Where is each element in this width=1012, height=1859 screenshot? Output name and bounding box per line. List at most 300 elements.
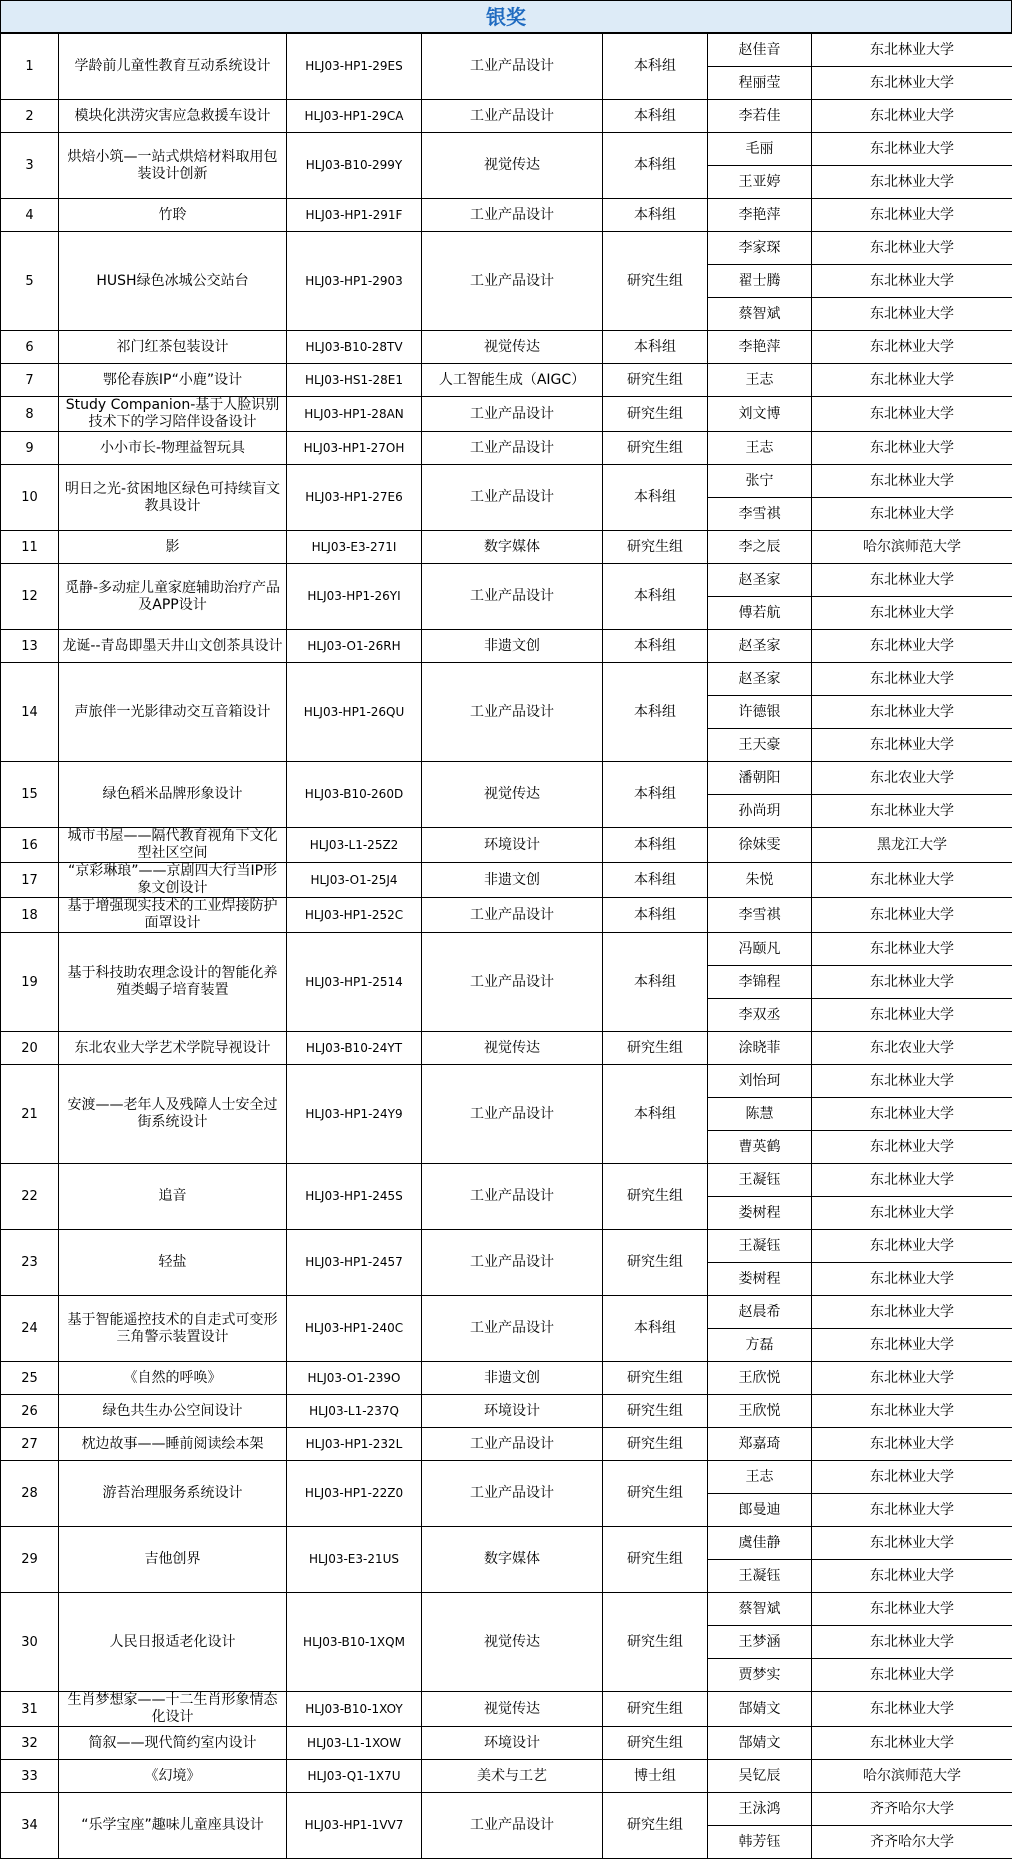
entry-group: 本科组 xyxy=(603,34,708,100)
table-row xyxy=(1,1362,1012,1395)
entry-group: 本科组 xyxy=(603,863,708,898)
member-school: 东北林业大学 xyxy=(812,364,1012,397)
entry-category: 工业产品设计 xyxy=(422,465,603,531)
entry-code: HLJ03-HP1-27E6 xyxy=(287,465,422,531)
entry-code: HLJ03-HP1-28AN xyxy=(287,397,422,432)
entry-number: 31 xyxy=(1,1692,59,1727)
entry-category: 工业产品设计 xyxy=(422,1065,603,1164)
entry-code: HLJ03-O1-26RH xyxy=(287,630,422,663)
entry-number: 15 xyxy=(1,762,59,828)
member-school: 东北林业大学 xyxy=(812,1296,1012,1329)
entry-category: 工业产品设计 xyxy=(422,34,603,100)
member-name: 郎曼迪 xyxy=(708,1494,812,1527)
entry-number: 11 xyxy=(1,531,59,564)
entry-number: 8 xyxy=(1,397,59,432)
member-name: 郑嘉琦 xyxy=(708,1428,812,1461)
member-school: 东北林业大学 xyxy=(812,133,1012,166)
table-row xyxy=(1,465,1012,498)
entry-group: 研究生组 xyxy=(603,1461,708,1527)
entry-category: 非遗文创 xyxy=(422,1362,603,1395)
entry-title: Study Companion-基于人脸识别技术下的学习陪伴设备设计 xyxy=(59,397,287,432)
member-name: 孙尚玥 xyxy=(708,795,812,828)
member-name: 毛丽 xyxy=(708,133,812,166)
member-name: 李雪祺 xyxy=(708,898,812,933)
entry-code: HLJ03-HP1-291F xyxy=(287,199,422,232)
member-name: 朱悦 xyxy=(708,863,812,898)
entry-number: 14 xyxy=(1,663,59,762)
table-row xyxy=(1,199,1012,232)
member-school: 东北林业大学 xyxy=(812,199,1012,232)
member-name: 傅若航 xyxy=(708,597,812,630)
entry-code: HLJ03-L1-1XOW xyxy=(287,1727,422,1760)
member-name: 王亚婷 xyxy=(708,166,812,199)
member-name: 刘怡珂 xyxy=(708,1065,812,1098)
entry-category: 工业产品设计 xyxy=(422,232,603,331)
table-row xyxy=(1,663,1012,696)
entry-category: 工业产品设计 xyxy=(422,1296,603,1362)
member-school: 东北林业大学 xyxy=(812,397,1012,432)
table-row xyxy=(1,133,1012,166)
entry-number: 1 xyxy=(1,34,59,100)
member-name: 王志 xyxy=(708,1461,812,1494)
member-name: 赵佳音 xyxy=(708,34,812,67)
member-school: 东北林业大学 xyxy=(812,1230,1012,1263)
member-school: 东北农业大学 xyxy=(812,762,1012,795)
entry-title: 城市书屋——隔代教育视角下文化型社区空间 xyxy=(59,828,287,863)
member-school: 东北林业大学 xyxy=(812,1560,1012,1593)
entry-group: 本科组 xyxy=(603,898,708,933)
entry-group: 研究生组 xyxy=(603,1692,708,1727)
entry-category: 美术与工艺 xyxy=(422,1760,603,1793)
table-row xyxy=(1,331,1012,364)
table-row xyxy=(1,1760,1012,1793)
member-name: 韩芳钰 xyxy=(708,1826,812,1859)
member-school: 东北林业大学 xyxy=(812,331,1012,364)
member-name: 张宁 xyxy=(708,465,812,498)
entry-category: 数字媒体 xyxy=(422,531,603,564)
member-name: 王泳鸿 xyxy=(708,1793,812,1826)
table-row xyxy=(1,1527,1012,1560)
entry-title: 祁门红茶包装设计 xyxy=(59,331,287,364)
table-row xyxy=(1,1461,1012,1494)
member-school: 东北林业大学 xyxy=(812,1164,1012,1197)
entry-number: 29 xyxy=(1,1527,59,1593)
entry-number: 3 xyxy=(1,133,59,199)
entry-category: 环境设计 xyxy=(422,828,603,863)
table-row xyxy=(1,1793,1012,1826)
entry-category: 工业产品设计 xyxy=(422,898,603,933)
entry-number: 28 xyxy=(1,1461,59,1527)
entry-title: 基于增强现实技术的工业焊接防护面罩设计 xyxy=(59,898,287,933)
member-school: 东北林业大学 xyxy=(812,863,1012,898)
entry-code: HLJ03-HP1-245S xyxy=(287,1164,422,1230)
entry-number: 34 xyxy=(1,1793,59,1859)
member-name: 刘文博 xyxy=(708,397,812,432)
entry-number: 2 xyxy=(1,100,59,133)
entry-group: 本科组 xyxy=(603,331,708,364)
member-name: 李家琛 xyxy=(708,232,812,265)
member-name: 王欣悦 xyxy=(708,1395,812,1428)
member-school: 东北林业大学 xyxy=(812,100,1012,133)
entry-code: HLJ03-HP1-26YI xyxy=(287,564,422,630)
entry-category: 视觉传达 xyxy=(422,1032,603,1065)
table-row xyxy=(1,828,1012,863)
entry-title: 烘焙小筑—一站式烘焙材料取用包装设计创新 xyxy=(59,133,287,199)
table-row xyxy=(1,1593,1012,1626)
entry-title: “乐学宝座”趣味儿童座具设计 xyxy=(59,1793,287,1859)
table-row xyxy=(1,232,1012,265)
entry-title: 学龄前儿童性教育互动系统设计 xyxy=(59,34,287,100)
table-row xyxy=(1,1395,1012,1428)
entry-category: 工业产品设计 xyxy=(422,663,603,762)
entry-number: 30 xyxy=(1,1593,59,1692)
member-school: 东北林业大学 xyxy=(812,630,1012,663)
entry-code: HLJ03-B10-1XOY xyxy=(287,1692,422,1727)
entry-number: 12 xyxy=(1,564,59,630)
entry-number: 7 xyxy=(1,364,59,397)
entry-category: 视觉传达 xyxy=(422,133,603,199)
table-row xyxy=(1,1164,1012,1197)
entry-number: 5 xyxy=(1,232,59,331)
member-school: 东北林业大学 xyxy=(812,1494,1012,1527)
table-row xyxy=(1,432,1012,465)
member-name: 赵圣家 xyxy=(708,630,812,663)
entry-group: 研究生组 xyxy=(603,1230,708,1296)
entry-title: 明日之光-贫困地区绿色可持续盲文教具设计 xyxy=(59,465,287,531)
member-school: 东北林业大学 xyxy=(812,1692,1012,1727)
entry-title: 绿色共生办公空间设计 xyxy=(59,1395,287,1428)
member-name: 曹英鹤 xyxy=(708,1131,812,1164)
entry-title: 小小市长-物理益智玩具 xyxy=(59,432,287,465)
table-row xyxy=(1,531,1012,564)
member-name: 冯颐凡 xyxy=(708,933,812,966)
entry-code: HLJ03-E3-21US xyxy=(287,1527,422,1593)
entry-group: 研究生组 xyxy=(603,1527,708,1593)
member-school: 东北林业大学 xyxy=(812,966,1012,999)
member-school: 哈尔滨师范大学 xyxy=(812,1760,1012,1793)
member-school: 齐齐哈尔大学 xyxy=(812,1826,1012,1859)
member-school: 东北林业大学 xyxy=(812,1626,1012,1659)
entry-title: 《幻境》 xyxy=(59,1760,287,1793)
entry-code: HLJ03-B10-260D xyxy=(287,762,422,828)
member-school: 东北林业大学 xyxy=(812,1593,1012,1626)
table-row xyxy=(1,1296,1012,1329)
entry-code: HLJ03-HP1-1VV7 xyxy=(287,1793,422,1859)
member-school: 东北林业大学 xyxy=(812,1659,1012,1692)
member-school: 东北林业大学 xyxy=(812,933,1012,966)
member-name: 赵圣家 xyxy=(708,663,812,696)
entry-group: 研究生组 xyxy=(603,1428,708,1461)
entry-code: HLJ03-HP1-29CA xyxy=(287,100,422,133)
entry-number: 23 xyxy=(1,1230,59,1296)
member-name: 娄树程 xyxy=(708,1197,812,1230)
entry-category: 工业产品设计 xyxy=(422,1230,603,1296)
entry-group: 研究生组 xyxy=(603,1593,708,1692)
entry-title: 人民日报适老化设计 xyxy=(59,1593,287,1692)
entry-category: 非遗文创 xyxy=(422,630,603,663)
entry-code: HLJ03-O1-239O xyxy=(287,1362,422,1395)
entry-title: 《自然的呼唤》 xyxy=(59,1362,287,1395)
entry-group: 本科组 xyxy=(603,465,708,531)
entry-number: 25 xyxy=(1,1362,59,1395)
member-name: 蔡智斌 xyxy=(708,1593,812,1626)
member-school: 东北林业大学 xyxy=(812,1362,1012,1395)
entry-number: 27 xyxy=(1,1428,59,1461)
entry-title: 东北农业大学艺术学院导视设计 xyxy=(59,1032,287,1065)
award-table-body xyxy=(1,34,1012,1859)
entry-title: 安渡——老年人及残障人士安全过街系统设计 xyxy=(59,1065,287,1164)
entry-group: 博士组 xyxy=(603,1760,708,1793)
entry-code: HLJ03-E3-271I xyxy=(287,531,422,564)
entry-code: HLJ03-B10-299Y xyxy=(287,133,422,199)
table-row xyxy=(1,364,1012,397)
table-row xyxy=(1,630,1012,663)
entry-title: “京彩琳琅”——京剧四大行当IP形象文创设计 xyxy=(59,863,287,898)
member-school: 东北林业大学 xyxy=(812,298,1012,331)
entry-code: HLJ03-L1-237Q xyxy=(287,1395,422,1428)
member-name: 娄树程 xyxy=(708,1263,812,1296)
entry-title: 轻盐 xyxy=(59,1230,287,1296)
table-row xyxy=(1,933,1012,966)
member-school: 东北林业大学 xyxy=(812,1395,1012,1428)
entry-number: 16 xyxy=(1,828,59,863)
entry-code: HLJ03-HP1-232L xyxy=(287,1428,422,1461)
table-row xyxy=(1,397,1012,432)
entry-code: HLJ03-HP1-22Z0 xyxy=(287,1461,422,1527)
member-name: 赵晨希 xyxy=(708,1296,812,1329)
entry-group: 研究生组 xyxy=(603,432,708,465)
entry-category: 工业产品设计 xyxy=(422,1164,603,1230)
entry-category: 非遗文创 xyxy=(422,863,603,898)
member-school: 黑龙江大学 xyxy=(812,828,1012,863)
member-school: 东北林业大学 xyxy=(812,1263,1012,1296)
table-row xyxy=(1,1692,1012,1727)
entry-group: 研究生组 xyxy=(603,1793,708,1859)
entry-group: 本科组 xyxy=(603,828,708,863)
entry-group: 本科组 xyxy=(603,564,708,630)
table-row xyxy=(1,762,1012,795)
entry-category: 工业产品设计 xyxy=(422,564,603,630)
member-name: 李艳萍 xyxy=(708,331,812,364)
entry-category: 环境设计 xyxy=(422,1727,603,1760)
member-school: 东北林业大学 xyxy=(812,1727,1012,1760)
entry-group: 本科组 xyxy=(603,1296,708,1362)
member-name: 贾梦实 xyxy=(708,1659,812,1692)
entry-group: 研究生组 xyxy=(603,1032,708,1065)
entry-group: 本科组 xyxy=(603,133,708,199)
member-name: 王凝钰 xyxy=(708,1560,812,1593)
entry-group: 研究生组 xyxy=(603,1727,708,1760)
member-name: 虞佳静 xyxy=(708,1527,812,1560)
entry-code: HLJ03-B10-28TV xyxy=(287,331,422,364)
entry-category: 工业产品设计 xyxy=(422,1428,603,1461)
member-name: 李双丞 xyxy=(708,999,812,1032)
member-name: 涂晓菲 xyxy=(708,1032,812,1065)
entry-category: 视觉传达 xyxy=(422,762,603,828)
entry-number: 6 xyxy=(1,331,59,364)
table-row xyxy=(1,100,1012,133)
member-name: 李艳萍 xyxy=(708,199,812,232)
table-row xyxy=(1,564,1012,597)
member-name: 程丽莹 xyxy=(708,67,812,100)
member-school: 东北林业大学 xyxy=(812,999,1012,1032)
member-name: 王志 xyxy=(708,364,812,397)
entry-category: 工业产品设计 xyxy=(422,1793,603,1859)
entry-code: HLJ03-HP1-2903 xyxy=(287,232,422,331)
member-school: 东北林业大学 xyxy=(812,67,1012,100)
entry-title: 基于科技助农理念设计的智能化养殖类蝎子培育装置 xyxy=(59,933,287,1032)
entry-group: 本科组 xyxy=(603,199,708,232)
entry-number: 4 xyxy=(1,199,59,232)
entry-title: 竹聆 xyxy=(59,199,287,232)
member-school: 东北林业大学 xyxy=(812,232,1012,265)
entry-group: 本科组 xyxy=(603,762,708,828)
member-school: 东北林业大学 xyxy=(812,1527,1012,1560)
entry-number: 20 xyxy=(1,1032,59,1065)
award-table xyxy=(0,33,1012,1859)
entry-number: 32 xyxy=(1,1727,59,1760)
table-row xyxy=(1,863,1012,898)
entry-title: 模块化洪涝灾害应急救援车设计 xyxy=(59,100,287,133)
member-name: 蔡智斌 xyxy=(708,298,812,331)
entry-code: HLJ03-B10-1XQM xyxy=(287,1593,422,1692)
entry-title: 枕边故事——睡前阅读绘本架 xyxy=(59,1428,287,1461)
entry-title: 声旅伴一光影律动交互音箱设计 xyxy=(59,663,287,762)
member-school: 东北林业大学 xyxy=(812,465,1012,498)
entry-category: 视觉传达 xyxy=(422,331,603,364)
entry-title: 基于智能遥控技术的自走式可变形三角警示装置设计 xyxy=(59,1296,287,1362)
entry-group: 本科组 xyxy=(603,1065,708,1164)
entry-category: 视觉传达 xyxy=(422,1692,603,1727)
entry-title: 鄂伦春族IP“小鹿”设计 xyxy=(59,364,287,397)
entry-code: HLJ03-HP1-240C xyxy=(287,1296,422,1362)
entry-group: 研究生组 xyxy=(603,364,708,397)
entry-code: HLJ03-B10-24YT xyxy=(287,1032,422,1065)
entry-category: 视觉传达 xyxy=(422,1593,603,1692)
entry-category: 工业产品设计 xyxy=(422,199,603,232)
member-name: 李若佳 xyxy=(708,100,812,133)
entry-code: HLJ03-Q1-1X7U xyxy=(287,1760,422,1793)
member-school: 东北林业大学 xyxy=(812,1461,1012,1494)
entry-code: HLJ03-HP1-2457 xyxy=(287,1230,422,1296)
entry-code: HLJ03-HP1-26QU xyxy=(287,663,422,762)
member-name: 王欣悦 xyxy=(708,1362,812,1395)
entry-number: 21 xyxy=(1,1065,59,1164)
member-name: 许德银 xyxy=(708,696,812,729)
entry-number: 33 xyxy=(1,1760,59,1793)
member-school: 东北林业大学 xyxy=(812,696,1012,729)
member-name: 郜婧文 xyxy=(708,1727,812,1760)
entry-code: HLJ03-HP1-252C xyxy=(287,898,422,933)
entry-group: 本科组 xyxy=(603,100,708,133)
entry-number: 26 xyxy=(1,1395,59,1428)
member-school: 东北林业大学 xyxy=(812,1131,1012,1164)
member-school: 东北林业大学 xyxy=(812,1329,1012,1362)
entry-title: 绿色稻米品牌形象设计 xyxy=(59,762,287,828)
entry-group: 研究生组 xyxy=(603,1395,708,1428)
entry-category: 工业产品设计 xyxy=(422,1461,603,1527)
member-school: 东北林业大学 xyxy=(812,1428,1012,1461)
member-name: 潘朝阳 xyxy=(708,762,812,795)
entry-category: 工业产品设计 xyxy=(422,933,603,1032)
member-name: 王志 xyxy=(708,432,812,465)
member-name: 王梦涵 xyxy=(708,1626,812,1659)
table-row xyxy=(1,1065,1012,1098)
member-name: 郜婧文 xyxy=(708,1692,812,1727)
member-name: 翟士腾 xyxy=(708,265,812,298)
entry-category: 人工智能生成（AIGC） xyxy=(422,364,603,397)
award-level-header: 银奖 xyxy=(0,0,1012,33)
entry-number: 9 xyxy=(1,432,59,465)
member-name: 吴钇辰 xyxy=(708,1760,812,1793)
member-name: 王凝钰 xyxy=(708,1164,812,1197)
entry-category: 数字媒体 xyxy=(422,1527,603,1593)
entry-group: 研究生组 xyxy=(603,1362,708,1395)
member-school: 东北林业大学 xyxy=(812,898,1012,933)
table-row xyxy=(1,1428,1012,1461)
entry-code: HLJ03-HP1-27OH xyxy=(287,432,422,465)
table-row xyxy=(1,1727,1012,1760)
entry-number: 18 xyxy=(1,898,59,933)
entry-code: HLJ03-HS1-28E1 xyxy=(287,364,422,397)
member-school: 东北林业大学 xyxy=(812,34,1012,67)
entry-category: 工业产品设计 xyxy=(422,432,603,465)
member-name: 李雪祺 xyxy=(708,498,812,531)
entry-code: HLJ03-HP1-24Y9 xyxy=(287,1065,422,1164)
entry-group: 本科组 xyxy=(603,933,708,1032)
entry-group: 本科组 xyxy=(603,630,708,663)
entry-group: 研究生组 xyxy=(603,397,708,432)
member-school: 东北林业大学 xyxy=(812,1197,1012,1230)
table-row xyxy=(1,898,1012,933)
entry-number: 22 xyxy=(1,1164,59,1230)
member-school: 东北林业大学 xyxy=(812,265,1012,298)
member-school: 东北林业大学 xyxy=(812,663,1012,696)
member-name: 赵圣家 xyxy=(708,564,812,597)
member-name: 陈慧 xyxy=(708,1098,812,1131)
entry-title: 简叙——现代简约室内设计 xyxy=(59,1727,287,1760)
entry-title: 觅静-多动症儿童家庭辅助治疗产品及APP设计 xyxy=(59,564,287,630)
entry-code: HLJ03-O1-25J4 xyxy=(287,863,422,898)
entry-code: HLJ03-HP1-29ES xyxy=(287,34,422,100)
entry-title: HUSH绿色冰城公交站台 xyxy=(59,232,287,331)
entry-group: 研究生组 xyxy=(603,1164,708,1230)
table-row xyxy=(1,1230,1012,1263)
entry-title: 生肖梦想家——十二生肖形象情态化设计 xyxy=(59,1692,287,1727)
entry-title: 吉他创界 xyxy=(59,1527,287,1593)
member-school: 东北林业大学 xyxy=(812,729,1012,762)
entry-category: 工业产品设计 xyxy=(422,397,603,432)
entry-code: HLJ03-HP1-2514 xyxy=(287,933,422,1032)
entry-title: 影 xyxy=(59,531,287,564)
member-school: 齐齐哈尔大学 xyxy=(812,1793,1012,1826)
member-school: 东北林业大学 xyxy=(812,795,1012,828)
member-school: 东北林业大学 xyxy=(812,432,1012,465)
entry-number: 17 xyxy=(1,863,59,898)
member-name: 方磊 xyxy=(708,1329,812,1362)
table-row xyxy=(1,34,1012,67)
member-school: 东北林业大学 xyxy=(812,498,1012,531)
entry-title: 追音 xyxy=(59,1164,287,1230)
member-school: 东北林业大学 xyxy=(812,564,1012,597)
entry-group: 本科组 xyxy=(603,663,708,762)
member-name: 王凝钰 xyxy=(708,1230,812,1263)
member-school: 哈尔滨师范大学 xyxy=(812,531,1012,564)
member-school: 东北农业大学 xyxy=(812,1032,1012,1065)
member-school: 东北林业大学 xyxy=(812,597,1012,630)
entry-number: 19 xyxy=(1,933,59,1032)
entry-number: 24 xyxy=(1,1296,59,1362)
